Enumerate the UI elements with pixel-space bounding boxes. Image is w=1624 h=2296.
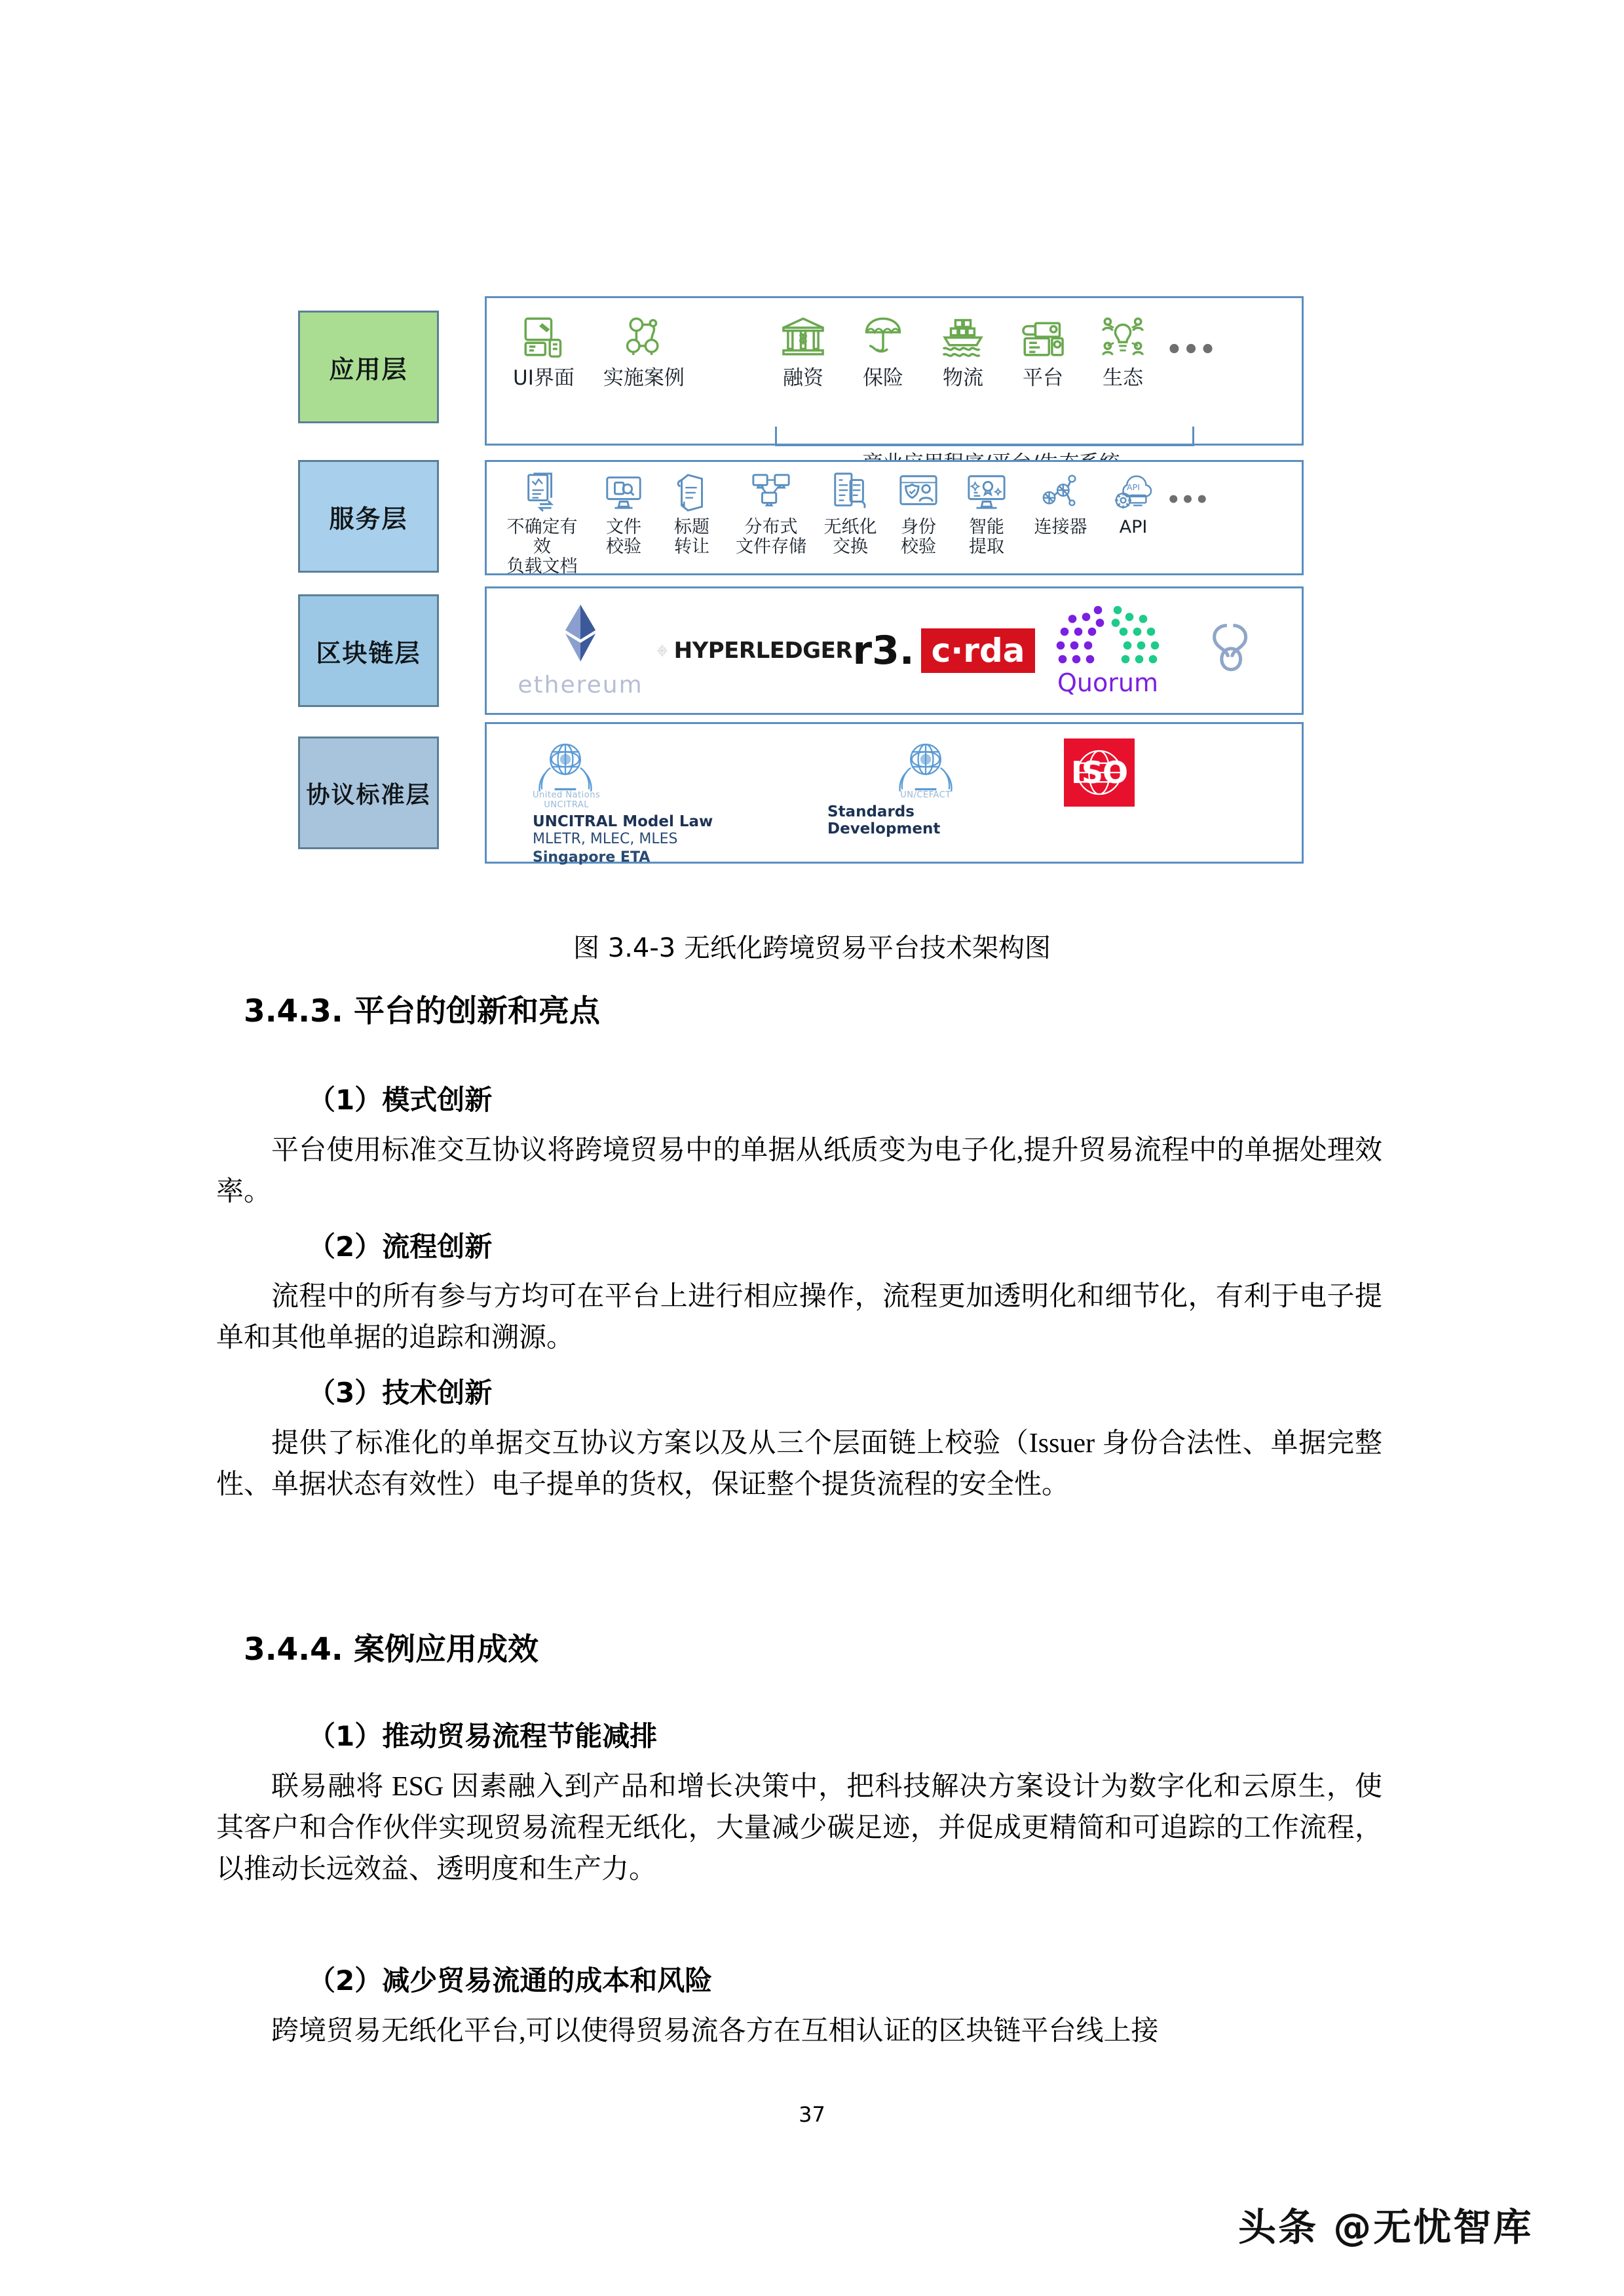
layer-tag-blockchain [298, 594, 439, 707]
logo-hyperledger [656, 629, 852, 672]
iso-logo [1064, 738, 1135, 807]
logo-chain-link [1180, 619, 1278, 682]
layer-tag-service-label: 服务层 [329, 504, 408, 533]
standards-logos [533, 736, 1148, 868]
ethereum-logo [560, 603, 601, 664]
icon-label-paperless: 无纸化 交换 [823, 517, 877, 558]
icon-label-insurance: 保险 [863, 366, 903, 390]
icon-label-distributed-storage: 分布式 文件存储 [736, 517, 806, 558]
icon-label-case: 实施案例 [603, 366, 685, 390]
icon-label-api: API [1119, 517, 1148, 537]
standard-iso [1050, 736, 1148, 807]
hyperledger-logo-text: HYPERLEDGER [673, 638, 852, 664]
icon-cell-more-app [1165, 313, 1217, 365]
icon-label-ui: UI界面 [513, 366, 575, 390]
icon-cell-payload-doc [499, 471, 586, 577]
icon-cell-distributed-storage [730, 471, 812, 557]
layer-tag-service [298, 460, 439, 573]
umbrella-hand-icon [859, 313, 907, 364]
diagram-row-service [298, 460, 1307, 579]
ethereum-logo-text: ethereum [518, 671, 643, 698]
subsection-343-2-title: （2）流程创新 [308, 1231, 493, 1263]
application-brace [775, 427, 1194, 446]
icon-label-title-transfer: 标题 转让 [674, 517, 709, 558]
icon-cell-insurance [852, 313, 915, 390]
icon-label-logistics: 物流 [943, 366, 983, 390]
bank-icon [779, 313, 827, 364]
icon-cell-file-verify [594, 471, 654, 557]
un-logo-subtext: United Nations UNCITRAL [533, 790, 601, 810]
cargo-ship-icon [939, 313, 987, 364]
identity-verify-icon [898, 471, 939, 515]
more-dots-icon: ••• [1165, 335, 1217, 365]
subsection-343-2-body: 流程中的所有参与方均可在平台上进行相应操作，流程更加透明化和细节化，有利于电子提单和其他单据的追踪和溯源。 [216, 1282, 1382, 1353]
section-heading-343: 3.4.3. 平台的创新和亮点 [244, 993, 601, 1029]
icon-cell-case [603, 313, 685, 390]
layer-tag-standards [298, 737, 439, 849]
ecosystem-people-icon [1099, 313, 1147, 364]
icon-label-financing: 融资 [783, 366, 823, 390]
panel-service [485, 460, 1304, 575]
page-number: 37 [799, 2102, 825, 2127]
icon-label-file-verify: 文件 校验 [606, 517, 641, 558]
network-nodes-icon [620, 313, 668, 364]
uncefact-logo-subtext: UN/CEFACT [900, 790, 951, 800]
icon-cell-connector [1025, 471, 1097, 537]
blockchain-logos [487, 588, 1302, 713]
icon-cell-financing [772, 313, 835, 390]
subsection-344-2-title: （2）减少贸易流通的成本和风险 [308, 1964, 713, 1997]
logo-quorum [1036, 604, 1180, 697]
uncitral-line-1: MLETR, MLEC, MLES [533, 830, 678, 847]
icon-label-ecosystem: 生态 [1103, 366, 1143, 390]
corda-logo-text: c·rda [921, 628, 1036, 674]
logo-r3-corda [852, 628, 1036, 674]
icon-cell-api [1105, 471, 1162, 537]
layer-tag-standards-label: 协议标准层 [306, 781, 431, 809]
diagram-row-standards [298, 722, 1307, 865]
watermark: 头条 @无忧智库 [1238, 2205, 1534, 2249]
icon-cell-title-transfer [662, 471, 722, 557]
service-icons [499, 471, 1209, 577]
document-exchange-icon [522, 471, 563, 515]
layer-tag-application [298, 311, 439, 423]
smart-extract-icon [966, 471, 1007, 515]
diagram-row-blockchain [298, 586, 1307, 715]
subsection-344-2-body: 跨境贸易无纸化平台,可以使得贸易流各方在互相认证的区块链平台线上接 [271, 2016, 1159, 2046]
iso-logo-text: ISO [1070, 755, 1128, 790]
connector-nodes-icon [1040, 471, 1081, 515]
api-gear-icon [1113, 471, 1154, 515]
un-uncitral-logo [533, 736, 598, 794]
architecture-diagram [298, 296, 1307, 866]
subsection-343-1-title: （1）模式创新 [308, 1084, 493, 1116]
application-left-icons [513, 313, 685, 390]
uncefact-title: Standards Development [827, 803, 941, 837]
icon-cell-paperless [820, 471, 880, 557]
panel-application [485, 296, 1304, 446]
standard-uncefact [827, 736, 1024, 837]
layer-tag-blockchain-label: 区块链层 [316, 638, 421, 668]
icon-label-identity-verify: 身份 校验 [901, 517, 936, 558]
icon-label-payload-doc: 不确定有效 负载文档 [506, 517, 578, 577]
paperless-exchange-icon [830, 471, 871, 515]
icon-cell-ui [513, 313, 575, 390]
hyperledger-logo [656, 629, 669, 672]
panel-blockchain [485, 586, 1304, 715]
subsection-344-1-title: （1）推动贸易流程节能减排 [308, 1720, 658, 1752]
icon-cell-logistics [932, 313, 994, 390]
svg-text:API: API [1127, 482, 1140, 493]
monitor-check-icon [603, 471, 644, 515]
icon-cell-ecosystem [1091, 313, 1154, 390]
icon-cell-more-service [1166, 471, 1209, 513]
logo-ethereum [505, 603, 656, 698]
quorum-logo [1053, 604, 1163, 667]
panel-standards [485, 722, 1304, 864]
section-heading-344: 3.4.4. 案例应用成效 [244, 1632, 539, 1668]
diagram-row-application [298, 296, 1307, 447]
platform-cards-icon [1019, 313, 1067, 364]
ui-screen-icon [519, 313, 568, 364]
subsection-343-3-title: （3）技术创新 [308, 1377, 493, 1409]
chain-link-logo [1208, 619, 1250, 682]
un-cefact-logo [893, 736, 958, 794]
icon-label-connector: 连接器 [1034, 517, 1087, 537]
subsection-344-1-body: 联易融将 ESG 因素融入到产品和增长决策中，把科技解决方案设计为数字化和云原生，使其客户和合作伙伴实现贸易流程无纸化，大量减少碳足迹，并促成更精简和可追踪的工作流程，以推动长远效益、透明度和生产力。 [216, 1772, 1382, 1885]
layer-tag-application-label: 应用层 [329, 354, 408, 384]
subsection-343-1-body: 平台使用标准交互协议将跨境贸易中的单据从纸质变为电子化,提升贸易流程中的单据处理效率。 [216, 1136, 1382, 1207]
icon-cell-smart-extract [956, 471, 1017, 557]
r3-logo-text: r3. [852, 628, 915, 674]
title-transfer-icon [671, 471, 712, 515]
icon-label-platform: 平台 [1023, 366, 1063, 390]
figure-caption: 图 3.4-3 无纸化跨境贸易平台技术架构图 [573, 933, 1051, 963]
icon-cell-platform [1011, 313, 1074, 390]
uncitral-line-2: Singapore ETA [533, 849, 651, 866]
standard-uncitral [533, 736, 749, 868]
subsection-343-3-body: 提供了标准化的单据交互协议方案以及从三个层面链上校验（Issuer 身份合法性、单据完整性、单据状态有效性）电子提单的货权，保证整个提货流程的安全性。 [216, 1428, 1382, 1500]
uncitral-title: UNCITRAL Model Law [533, 813, 713, 830]
icon-cell-identity-verify [888, 471, 949, 557]
more-dots-icon: ••• [1166, 487, 1209, 513]
quorum-logo-text: Quorum [1057, 668, 1158, 697]
distributed-storage-icon [751, 471, 791, 515]
icon-label-smart-extract: 智能 提取 [969, 517, 1004, 558]
application-right-icons [772, 313, 1217, 390]
